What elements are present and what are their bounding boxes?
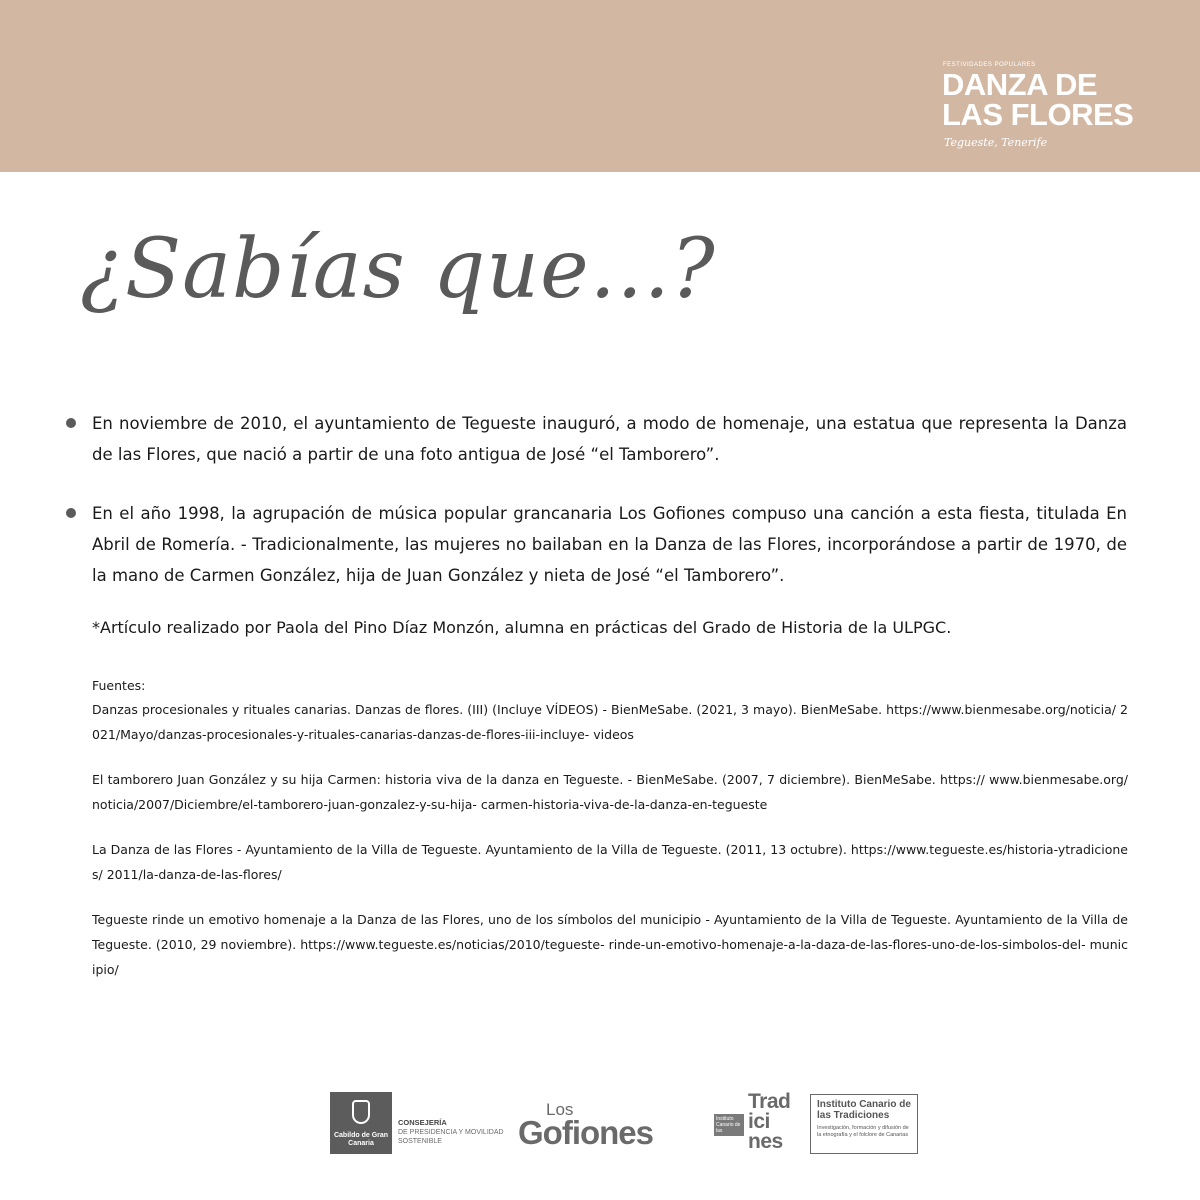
list-item xyxy=(92,498,1127,591)
source-item: La Danza de las Flores - Ayuntamiento de la Villa de Tegueste. Ayuntamiento de la Villa de Tegueste. (2011, 13 octubre). https://www.tegueste.es/historia-ytradiciones/ 2011/la-danza-de-las-flores/ xyxy=(92,842,1128,882)
consejeria-label xyxy=(398,1118,508,1146)
gofiones-los: Los xyxy=(546,1100,574,1119)
source-item: El tamborero Juan González y su hija Carmen: historia viva de la danza en Tegueste. - BienMeSabe. (2007, 7 diciembre). BienMeSabe. https:// www.bienmesabe.org/noticia/2007/Diciembre/el-tamborero-juan-gonzalez-y-su-hija- carmen-historia-viva-de-la-danza-en-tegueste xyxy=(92,772,1128,812)
gofiones-name: Gofiones xyxy=(518,1114,654,1151)
ict-title: Instituto Canario de las Tradiciones xyxy=(817,1099,911,1121)
tradiciones-logo: Trad ici nes xyxy=(748,1090,791,1153)
cabildo-name: Cabildo de Gran Canaria xyxy=(333,1132,389,1147)
brand-place: Tegueste, Tenerife xyxy=(944,136,1048,149)
brand-title-line-1: DANZA DE xyxy=(942,67,1098,102)
bullet-icon xyxy=(66,418,76,428)
sources-label: Fuentes: xyxy=(92,678,146,693)
sources-section xyxy=(92,676,1128,1002)
consejeria-subtitle: DE PRESIDENCIA Y MOVILIDAD SOSTENIBLE xyxy=(398,1129,504,1145)
brand-title-line-2: LAS FLORES xyxy=(942,97,1134,132)
instituto-stamp: Instituto Canario de las xyxy=(714,1114,744,1136)
source-item: Danzas procesionales y rituales canarias. Danzas de flores. (III) (Incluye VÍDEOS) - BienMeSabe. (2021, 3 mayo). BienMeSabe. https://www.bienmesabe.org/noticia/ 2021/Mayo/danzas-procesionales-y-rituales-canarias-danzas-de-flores-iii-incluye- videos xyxy=(92,702,1128,742)
crest-icon xyxy=(352,1100,370,1124)
consejeria-title: CONSEJERÍA xyxy=(398,1118,447,1127)
list-item xyxy=(92,408,1127,470)
list-item-text: En el año 1998, la agrupación de música popular grancanaria Los Gofiones compuso una canción a esta fiesta, titulada En Abril de Romería. - Tradicionalmente, las mujeres no bailaban en la Danza de las Flores, incorporándose a partir de 1970, de la mano de Carmen González, hija de Juan González y nieta de José “el Tamborero”. xyxy=(92,504,1127,585)
brand-kicker: FESTIVIDADES POPULARES xyxy=(943,62,1036,68)
ict-subtitle: Investigación, formación y difusión de la etnografía y el folclore de Canarias xyxy=(817,1125,909,1138)
page-heading: ¿Sabías que...? xyxy=(80,222,716,317)
bullet-icon xyxy=(66,508,76,518)
author-credit: *Artículo realizado por Paola del Pino Díaz Monzón, alumna en prácticas del Grado de Historia de la ULPGC. xyxy=(92,618,952,637)
source-item: Tegueste rinde un emotivo homenaje a la Danza de las Flores, uno de los símbolos del municipio - Ayuntamiento de la Villa de Tegueste. Ayuntamiento de la Villa de Tegueste. (2010, 29 noviembre). https://www.tegueste.es/noticias/2010/tegueste- rinde-un-emotivo-homenaje-a-la-daza-de-las-flores-uno-de-los-simbolos-del- municipio/ xyxy=(92,912,1128,977)
header-band xyxy=(0,0,1200,172)
instituto-canario-logo xyxy=(810,1094,918,1154)
list-item-text: En noviembre de 2010, el ayuntamiento de Tegueste inauguró, a modo de homenaje, una estatua que representa la Danza de las Flores, que nació a partir de una foto antigua de José “el Tamborero”. xyxy=(92,414,1127,464)
sponsor-logos xyxy=(0,1088,1200,1158)
cabildo-logo xyxy=(330,1092,392,1154)
